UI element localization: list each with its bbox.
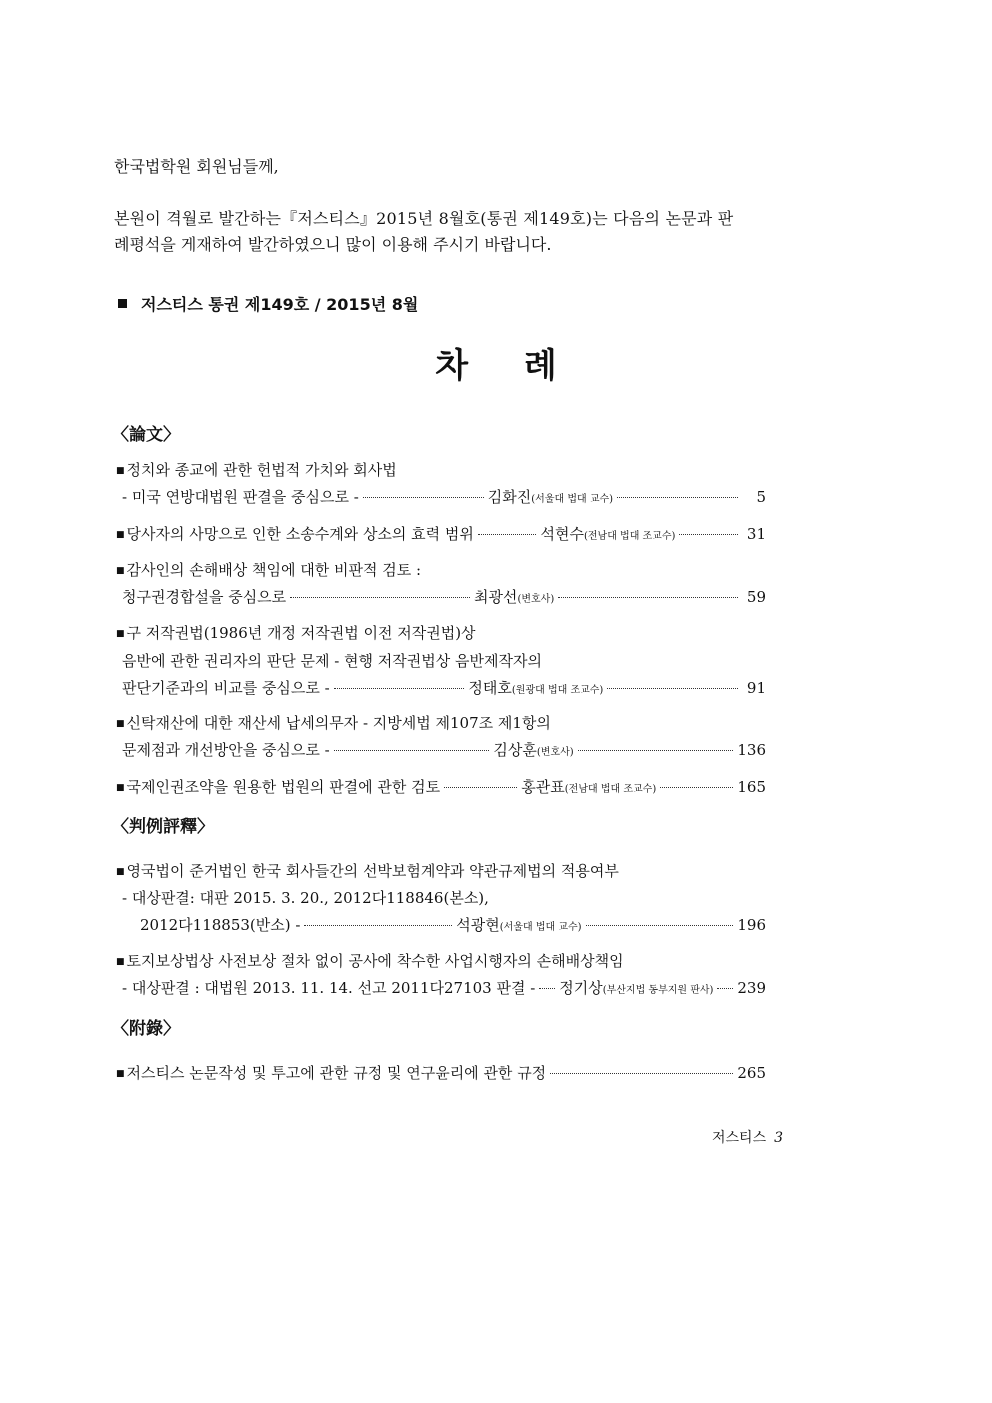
toc-title: 차 례 xyxy=(435,346,557,386)
entry-title-text: 당사자의 사망으로 인한 소송수계와 상소의 효력 범위 xyxy=(126,525,474,543)
dot-leader xyxy=(717,988,733,989)
greeting: 한국법학원 회원님들께, xyxy=(114,157,279,176)
dot-leader xyxy=(679,534,738,535)
toc-entry[interactable] xyxy=(116,914,766,935)
bullet-icon: ■ xyxy=(116,530,125,540)
dot-leader xyxy=(290,597,470,598)
entry-title-text: 영국법이 준거법인 한국 회사들간의 선박보험계약과 약관규제법의 적용여부 xyxy=(126,862,619,880)
entry-subtitle: 2012다118853(반소) - xyxy=(140,916,301,934)
toc-entry-title xyxy=(116,950,766,971)
dot-leader xyxy=(478,534,537,535)
toc-entry-title xyxy=(116,712,766,733)
dot-leader xyxy=(334,750,490,751)
bullet-icon: ■ xyxy=(116,867,125,877)
dot-leader xyxy=(444,787,517,788)
entry-page-number: 31 xyxy=(746,525,766,543)
entry-title-text: 정치와 종교에 관한 헌법적 가치와 회사법 xyxy=(126,461,397,479)
toc-entry-title-cont xyxy=(116,650,766,671)
entry-page-number: 196 xyxy=(737,916,767,934)
section-papers: 〈論文〉 xyxy=(112,425,180,445)
entry-page-number: 265 xyxy=(737,1064,766,1082)
toc-entry[interactable] xyxy=(116,1062,766,1083)
dot-leader xyxy=(304,925,452,926)
entry-page-number: 239 xyxy=(737,979,766,997)
intro-line-1: 본원이 격월로 발간하는『저스티스』2015년 8월호(통권 제149호)는 다음의 논문과 판 xyxy=(114,209,734,228)
bullet-icon: ■ xyxy=(116,629,125,639)
entry-subtitle: 문제점과 개선방안을 중심으로 - xyxy=(122,741,330,759)
toc-entry-title xyxy=(116,622,766,643)
entry-subtitle: - 대상판결 : 대법원 2013. 11. 14. 선고 2011다27103 판결 - xyxy=(122,979,536,997)
entry-author: 김상훈(변호사) xyxy=(493,741,574,759)
toc-entry[interactable] xyxy=(116,486,766,507)
section-case-commentary: 〈判例評釋〉 xyxy=(112,817,214,837)
dot-leader xyxy=(539,988,555,989)
entry-subtitle: - 대상판결: 대판 2015. 3. 20., 2012다118846(본소), xyxy=(122,889,489,907)
bullet-icon: ■ xyxy=(116,719,125,729)
entry-page-number: 5 xyxy=(756,488,767,506)
entry-subtitle: 음반에 관한 권리자의 판단 문제 - 현행 저작권법상 음반제작자의 xyxy=(122,652,542,670)
toc-entry[interactable] xyxy=(116,586,766,607)
entry-title-text: 구 저작권법(1986년 개정 저작권법 이전 저작권법)상 xyxy=(126,624,476,642)
dot-leader xyxy=(334,688,465,689)
author-affiliation: (변호사) xyxy=(536,747,574,758)
author-affiliation: (서울대 법대 교수) xyxy=(499,922,582,933)
footer-page-number: 3 xyxy=(774,1130,784,1146)
author-affiliation: (부산지법 동부지원 판사) xyxy=(602,985,714,996)
entry-author: 김화진(서울대 법대 교수) xyxy=(487,488,614,506)
entry-title-text: 감사인의 손해배상 책임에 대한 비판적 검토 : xyxy=(126,561,421,579)
issue-heading-text: 저스티스 통권 제149호 / 2015년 8월 xyxy=(141,295,419,314)
bullet-icon: ■ xyxy=(116,957,125,967)
entry-subtitle: 청구권경합설을 중심으로 xyxy=(122,588,287,606)
dot-leader xyxy=(550,1073,733,1074)
entry-title-text: 저스티스 논문작성 및 투고에 관한 규정 및 연구윤리에 관한 규정 xyxy=(126,1064,547,1082)
entry-page-number: 91 xyxy=(746,679,766,697)
entry-author: 홍관표(전남대 법대 조교수) xyxy=(521,778,657,796)
entry-author: 석현수(전남대 법대 조교수) xyxy=(540,525,676,543)
author-affiliation: (전남대 법대 조교수) xyxy=(564,784,657,795)
entry-title-text: 국제인권조약을 원용한 법원의 판결에 관한 검토 xyxy=(126,778,441,796)
entry-page-number: 136 xyxy=(737,741,767,759)
dot-leader xyxy=(578,750,734,751)
toc-entry[interactable] xyxy=(116,776,766,797)
bullet-icon: ■ xyxy=(116,783,125,793)
author-affiliation: (원광대 법대 조교수) xyxy=(511,685,604,696)
author-affiliation: (서울대 법대 교수) xyxy=(531,494,614,505)
dot-leader xyxy=(660,787,733,788)
intro-line-2: 례평석을 게재하여 발간하였으니 많이 이용해 주시기 바랍니다. xyxy=(114,235,552,254)
entry-title-text: 토지보상법상 사전보상 절차 없이 공사에 착수한 사업시행자의 손해배상책임 xyxy=(126,952,624,970)
dot-leader xyxy=(607,688,738,689)
toc-entry[interactable] xyxy=(116,977,766,998)
footer-journal-name: 저스티스 xyxy=(712,1130,767,1146)
entry-author: 최광선(변호사) xyxy=(473,588,555,606)
issue-heading xyxy=(118,292,418,315)
entry-author: 정기상(부산지법 동부지원 판사) xyxy=(559,979,714,997)
entry-page-number: 59 xyxy=(746,588,767,606)
entry-author: 석광현(서울대 법대 교수) xyxy=(456,916,582,934)
entry-subtitle: - 미국 연방대법원 판결을 중심으로 - xyxy=(122,488,359,506)
toc-entry[interactable] xyxy=(116,739,766,760)
dot-leader xyxy=(558,597,738,598)
entry-author: 정태호(원광대 법대 조교수) xyxy=(468,679,604,697)
author-affiliation: (변호사) xyxy=(517,594,555,605)
toc-entry-title xyxy=(116,860,766,881)
dot-leader xyxy=(363,497,484,498)
author-affiliation: (전남대 법대 조교수) xyxy=(583,531,676,542)
section-appendix: 〈附錄〉 xyxy=(112,1019,180,1039)
bullet-icon: ■ xyxy=(116,466,125,476)
dot-leader xyxy=(617,497,738,498)
toc-entry-title xyxy=(116,559,766,580)
dot-leader xyxy=(586,925,734,926)
toc-entry[interactable] xyxy=(116,523,766,544)
bullet-icon: ■ xyxy=(116,1069,125,1079)
bullet-icon: ■ xyxy=(116,566,125,576)
entry-title-text: 신탁재산에 대한 재산세 납세의무자 - 지방세법 제107조 제1항의 xyxy=(126,714,551,732)
square-bullet-icon xyxy=(118,299,127,308)
entry-subtitle: 판단기준과의 비교를 중심으로 - xyxy=(122,679,330,697)
page-footer xyxy=(712,1127,783,1147)
toc-entry[interactable] xyxy=(116,677,766,698)
toc-entry-title-cont xyxy=(116,887,766,908)
toc-entry-title xyxy=(116,459,766,480)
entry-page-number: 165 xyxy=(737,778,766,796)
